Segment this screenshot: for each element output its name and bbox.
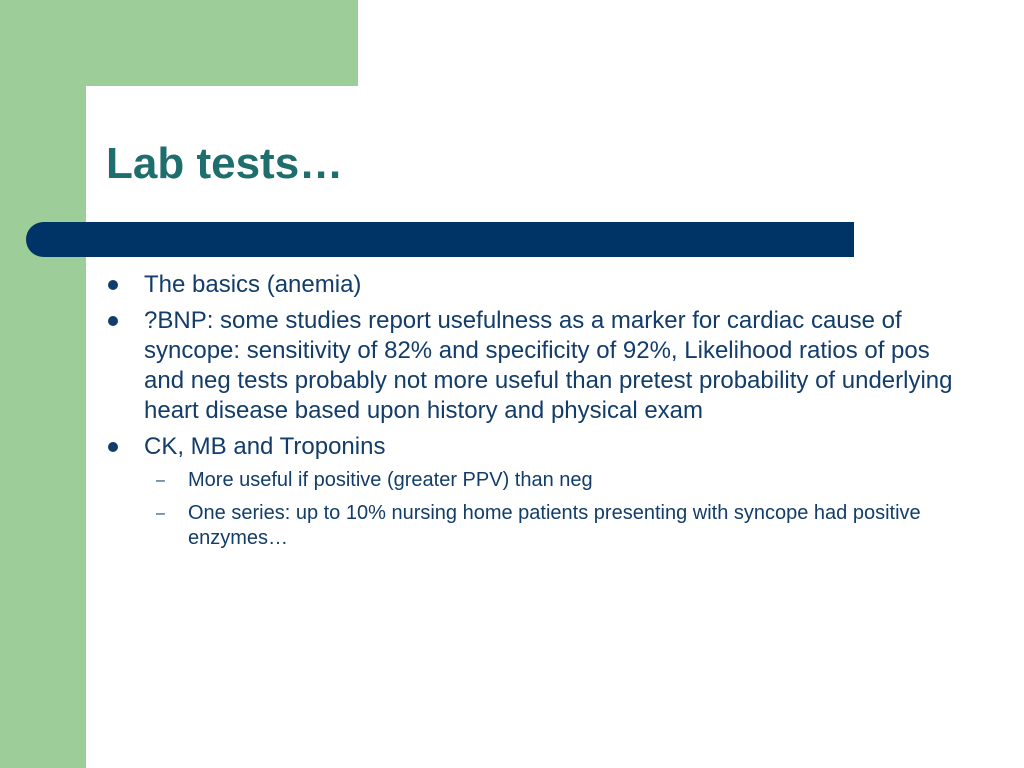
bullet-item (106, 270, 966, 300)
slide-body (106, 270, 966, 559)
bullet-dot-icon (108, 280, 118, 290)
dash-icon: – (156, 472, 165, 489)
bullet-dot-icon (108, 442, 118, 452)
title-underline-bar (26, 222, 854, 257)
bullet-item (106, 432, 966, 462)
dash-icon: – (156, 505, 165, 522)
left-green-band (0, 0, 86, 768)
sub-bullet-item (106, 501, 966, 551)
bullet-text: CK, MB and Troponins (144, 433, 386, 460)
top-green-band (0, 0, 358, 86)
bullet-text: The basics (anemia) (144, 271, 362, 298)
sub-bullet-text: More useful if positive (greater PPV) than neg (188, 469, 593, 491)
bullet-item (106, 306, 966, 426)
slide-title: Lab tests… (106, 139, 344, 188)
bullet-text: ?BNP: some studies report usefulness as a marker for cardiac cause of syncope: sensitivity of 82% and specificity of 92%, Likelihood ratios of pos and neg tests probably not more useful than pretest probability of underlying heart disease based upon history and physical exam (144, 307, 953, 424)
sub-bullet-text: One series: up to 10% nursing home patients presenting with syncope had positive enzymes… (188, 502, 921, 549)
sub-bullet-item (106, 468, 966, 493)
bullet-dot-icon (108, 316, 118, 326)
